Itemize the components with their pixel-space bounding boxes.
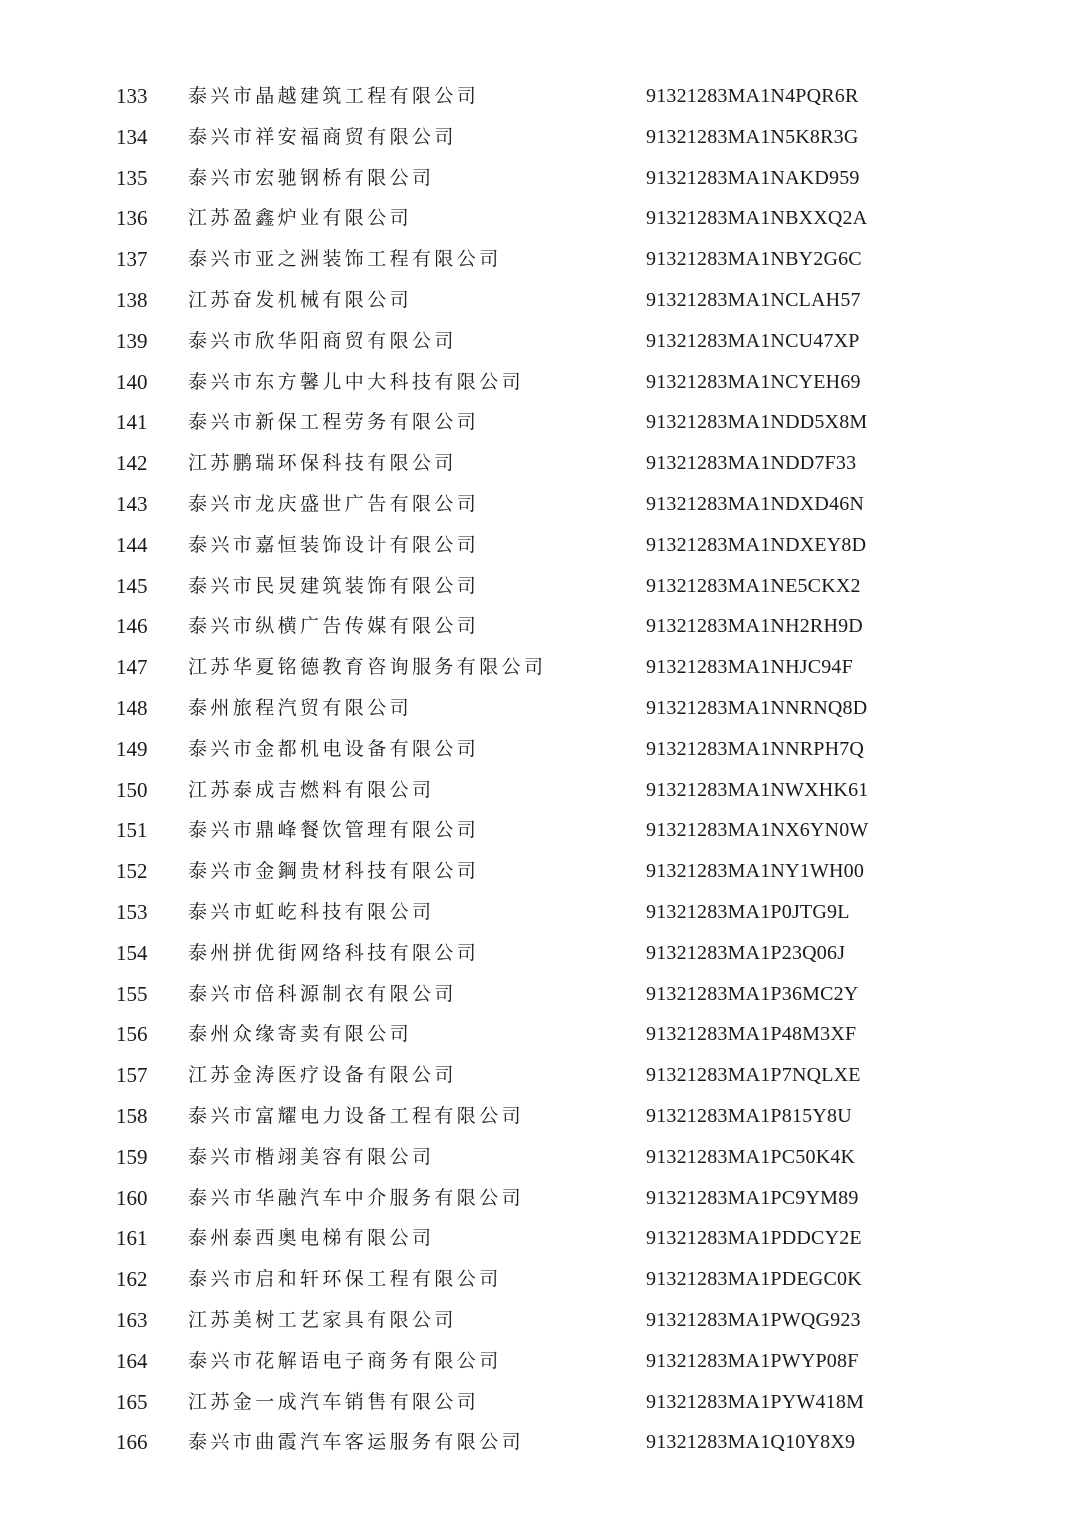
company-name: 江苏华夏铭德教育咨询服务有限公司 [188,656,547,679]
row-number: 156 [116,1022,148,1047]
credit-code: 91321283MA1NBY2G6C [646,248,862,271]
row-number: 155 [116,981,148,1006]
row-number: 140 [116,369,148,394]
list-row [0,566,1080,607]
list-row [0,1055,1080,1096]
list-row [0,443,1080,484]
row-number: 150 [116,777,148,802]
row-number: 164 [116,1348,148,1373]
list-row [0,1382,1080,1423]
list-row [0,770,1080,811]
credit-code: 91321283MA1PC50K4K [646,1145,856,1168]
company-name: 泰兴市亚之洲装饰工程有限公司 [188,248,502,271]
credit-code: 91321283MA1NDD5X8M [646,411,868,434]
credit-code: 91321283MA1NNRNQ8D [646,696,868,719]
company-name: 江苏金一成汽车销售有限公司 [188,1390,480,1413]
credit-code: 91321283MA1N5K8R3G [646,125,859,148]
row-number: 153 [116,899,148,924]
company-name: 泰州众缘寄卖有限公司 [188,1023,413,1046]
company-name: 泰兴市新保工程劳务有限公司 [188,411,480,434]
credit-code: 91321283MA1PDEGC0K [646,1268,862,1291]
row-number: 146 [116,614,148,639]
credit-code: 91321283MA1NY1WH00 [646,860,865,883]
credit-code: 91321283MA1NX6YN0W [646,819,869,842]
company-name: 泰兴市金都机电设备有限公司 [188,737,480,760]
company-name: 泰兴市富耀电力设备工程有限公司 [188,1104,525,1127]
row-number: 148 [116,695,148,720]
list-row [0,1259,1080,1300]
list-row [0,1422,1080,1463]
credit-code: 91321283MA1N4PQR6R [646,85,859,107]
company-name: 泰兴市曲霞汽车客运服务有限公司 [188,1431,525,1454]
company-list [0,76,1080,1463]
credit-code: 91321283MA1NBXXQ2A [646,207,868,230]
row-number: 136 [116,206,148,231]
row-number: 143 [116,491,148,516]
row-number: 154 [116,940,148,965]
list-row [0,1014,1080,1055]
credit-code: 91321283MA1Q10Y8X9 [646,1431,856,1454]
company-name: 江苏盈鑫炉业有限公司 [188,207,413,230]
list-row [0,974,1080,1015]
list-row [0,1218,1080,1259]
row-number: 160 [116,1185,148,1210]
list-row [0,321,1080,362]
company-name: 江苏泰成吉燃料有限公司 [188,778,435,801]
company-name: 泰兴市虹屹科技有限公司 [188,900,435,923]
row-number: 151 [116,818,148,843]
credit-code: 91321283MA1NHJC94F [646,656,853,679]
list-row [0,239,1080,280]
list-row [0,933,1080,974]
list-row [0,402,1080,443]
company-name: 泰兴市鼎峰餐饮管理有限公司 [188,819,480,842]
credit-code: 91321283MA1P7NQLXE [646,1064,861,1087]
list-row [0,647,1080,688]
credit-code: 91321283MA1PWYP08F [646,1349,859,1372]
company-name: 泰兴市龙庆盛世广告有限公司 [188,492,480,515]
list-row [0,892,1080,933]
credit-code: 91321283MA1PDDCY2E [646,1227,862,1250]
credit-code: 91321283MA1PWQG923 [646,1308,861,1331]
row-number: 162 [116,1267,148,1292]
list-row [0,484,1080,525]
row-number: 144 [116,532,148,557]
credit-code: 91321283MA1NWXHK61 [646,778,869,801]
company-name: 泰兴市花解语电子商务有限公司 [188,1349,502,1372]
row-number: 166 [116,1430,148,1455]
list-row [0,688,1080,729]
company-name: 泰兴市嘉恒装饰设计有限公司 [188,533,480,556]
row-number: 152 [116,859,148,884]
credit-code: 91321283MA1PC9YM89 [646,1186,859,1209]
list-row [0,362,1080,403]
company-name: 泰兴市欣华阳商贸有限公司 [188,329,457,352]
row-number: 135 [116,165,148,190]
list-row [0,810,1080,851]
list-row [0,1137,1080,1178]
row-number: 137 [116,247,148,272]
row-number: 165 [116,1389,148,1414]
credit-code: 91321283MA1P36MC2Y [646,982,859,1005]
company-name: 泰兴市民炅建筑装饰有限公司 [188,574,480,597]
company-name: 泰州泰西奥电梯有限公司 [188,1227,435,1250]
list-row [0,729,1080,770]
credit-code: 91321283MA1NDD7F33 [646,452,857,475]
list-row [0,1096,1080,1137]
list-row [0,851,1080,892]
credit-code: 91321283MA1NDXEY8D [646,533,867,556]
row-number: 158 [116,1103,148,1128]
row-number: 138 [116,287,148,312]
credit-code: 91321283MA1NDXD46N [646,492,865,515]
company-name: 泰兴市倍科源制衣有限公司 [188,982,457,1005]
list-row [0,158,1080,199]
credit-code: 91321283MA1NNRPH7Q [646,737,865,760]
credit-code: 91321283MA1P0JTG9L [646,900,850,923]
company-name: 泰州旅程汽贸有限公司 [188,696,413,719]
credit-code: 91321283MA1NCLAH57 [646,288,861,311]
company-name: 江苏鹏瑞环保科技有限公司 [188,452,457,475]
credit-code: 91321283MA1NCU47XP [646,329,860,352]
row-number: 145 [116,573,148,598]
company-name: 泰州拼优街网络科技有限公司 [188,941,480,964]
credit-code: 91321283MA1NH2RH9D [646,615,863,638]
company-name: 泰兴市祥安福商贸有限公司 [188,125,457,148]
credit-code: 91321283MA1NE5CKX2 [646,574,861,597]
company-name: 江苏金涛医疗设备有限公司 [188,1064,457,1087]
list-row [0,1300,1080,1341]
company-name: 江苏美树工艺家具有限公司 [188,1308,457,1331]
company-name: 江苏奋发机械有限公司 [188,288,413,311]
list-row [0,1341,1080,1382]
row-number: 149 [116,736,148,761]
company-name: 泰兴市宏驰钢桥有限公司 [188,166,435,189]
credit-code: 91321283MA1PYW418M [646,1390,865,1413]
credit-code: 91321283MA1NAKD959 [646,166,860,189]
credit-code: 91321283MA1P48M3XF [646,1023,857,1046]
credit-code: 91321283MA1NCYEH69 [646,370,861,393]
row-number: 159 [116,1144,148,1169]
row-number: 142 [116,451,148,476]
credit-code: 91321283MA1P815Y8U [646,1104,852,1127]
list-row [0,117,1080,158]
list-row [0,525,1080,566]
row-number: 161 [116,1226,148,1251]
company-name: 泰兴市启和轩环保工程有限公司 [188,1268,502,1291]
credit-code: 91321283MA1P23Q06J [646,941,846,964]
list-row [0,280,1080,321]
company-name: 泰兴市金鋼贵材科技有限公司 [188,860,480,883]
list-row [0,1178,1080,1219]
company-name: 泰兴市华融汽车中介服务有限公司 [188,1186,525,1209]
row-number: 139 [116,328,148,353]
list-row [0,198,1080,239]
company-name: 泰兴市东方馨儿中大科技有限公司 [188,370,525,393]
row-number: 133 [116,84,148,108]
list-row [0,76,1080,117]
row-number: 157 [116,1063,148,1088]
row-number: 147 [116,655,148,680]
row-number: 163 [116,1307,148,1332]
row-number: 134 [116,124,148,149]
company-name: 泰兴市晶越建筑工程有限公司 [188,85,480,107]
row-number: 141 [116,410,148,435]
company-name: 泰兴市楷翊美容有限公司 [188,1145,435,1168]
company-name: 泰兴市纵横广告传媒有限公司 [188,615,480,638]
list-row [0,606,1080,647]
